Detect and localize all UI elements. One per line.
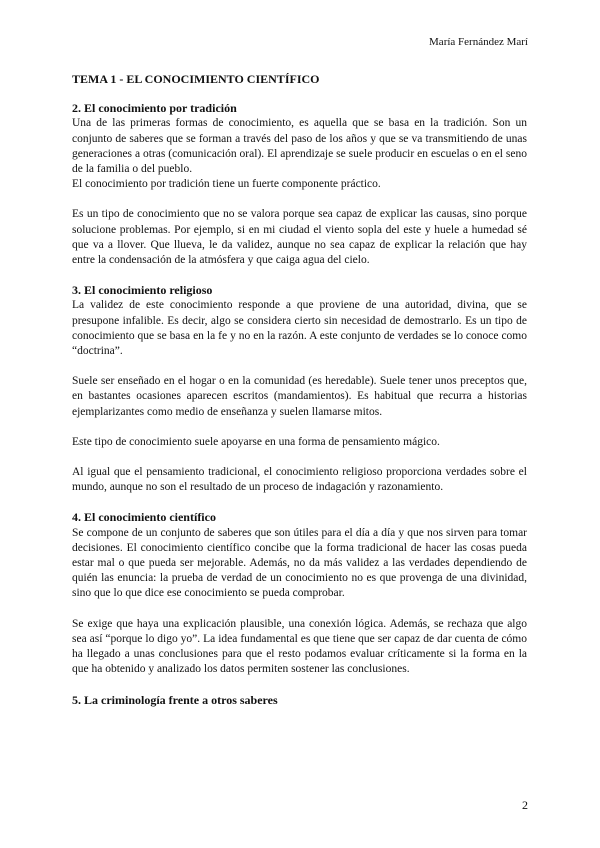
paragraph-spacer — [72, 602, 527, 617]
paragraph-spacer — [72, 495, 527, 510]
section-heading-religioso: 3. El conocimiento religioso — [72, 283, 213, 298]
paragraph: Es un tipo de conocimiento que no se valora porque sea capaz de explicar las causas, sino porque solucione problemas. Por ejemplo, si en mi ciudad el viento sopla del este y huele a humedad sé que va a llover. Que llueva, le da validez, aunque no sea capaz de explicar la relación que hay entre la condensación de la atmósfera y que caiga agua del cielo. — [72, 208, 527, 267]
paragraph-spacer — [72, 420, 527, 435]
paragraph: Este tipo de conocimiento suele apoyarse en una forma de pensamiento mágico. — [72, 435, 440, 448]
page-content — [72, 72, 527, 708]
paragraph-spacer — [72, 678, 527, 693]
paragraph: El conocimiento por tradición tiene un fuerte componente práctico. — [72, 178, 381, 191]
paragraph-spacer — [72, 450, 527, 465]
paragraph: La validez de este conocimiento responde a que proviene de una autoridad, divina, que se presupone infalible. Es decir, algo se considera cierto sin necesidad de demostrarlo. Es un tipo de conocimiento que se basa en la fe y no en la razón. A este conjunto de verdades se lo conoce como “doctrina”. — [72, 299, 527, 358]
paragraph: Una de las primeras formas de conocimiento, es aquella que se basa en la tradición. Son un conjunto de saberes que se forman a través del paso de los años y que se va transmitiendo de unas generaciones a otras (comunicación oral). El aprendizaje se suele producir en escuelas o en el seno de la familia o del pueblo. — [72, 117, 527, 176]
section-heading-criminologia: 5. La criminología frente a otros saberes — [72, 692, 278, 707]
document-title: TEMA 1 - EL CONOCIMIENTO CIENTÍFICO — [72, 72, 320, 86]
paragraph: Al igual que el pensamiento tradicional, el conocimiento religioso proporciona verdades sobre el mundo, aunque no son el resultado de un proceso de indagación y razonamiento. — [72, 466, 527, 494]
paragraph-spacer — [72, 268, 527, 283]
paragraph: Se exige que haya una explicación plausible, una conexión lógica. Además, se rechaza que algo sea así “porque lo digo yo”. La idea fundamental es que tiene que ser capaz de dar cuenta de cómo ha llegado a unas conclusiones para que el resto podamos evaluar críticamente si la forma en la que ha obtenido y analizado los datos permiten sostener las conclusiones. — [72, 617, 527, 676]
header-author: María Fernández Marí — [429, 36, 528, 48]
section-heading-cientifico: 4. El conocimiento científico — [72, 510, 216, 525]
page-number: 2 — [522, 798, 528, 812]
paragraph: Se compone de un conjunto de saberes que son útiles para el día a día y que nos sirven para tomar decisiones. El conocimiento científico concibe que la forma tradicional de hacer las cosas pueda estar mal o que pueda ser mejorable. Además, no da más validez a las verdades dependiendo de quién las enuncia: la prueba de verdad de un conocimiento no es que provenga de una divinidad, sino que lo que dice ese conocimiento se pueda comprobar. — [72, 526, 527, 600]
section-heading-tradicion: 2. El conocimiento por tradición — [72, 101, 237, 116]
paragraph-spacer — [72, 192, 527, 207]
paragraph-spacer — [72, 359, 527, 374]
paragraph: Suele ser enseñado en el hogar o en la comunidad (es heredable). Suele tener unos preceptos que, en bastantes ocasiones aparecen escritos (mandamientos). Es habitual que recurra a historias ejemplarizantes como medio de enseñanza y suelen llamarse mitos. — [72, 375, 527, 418]
